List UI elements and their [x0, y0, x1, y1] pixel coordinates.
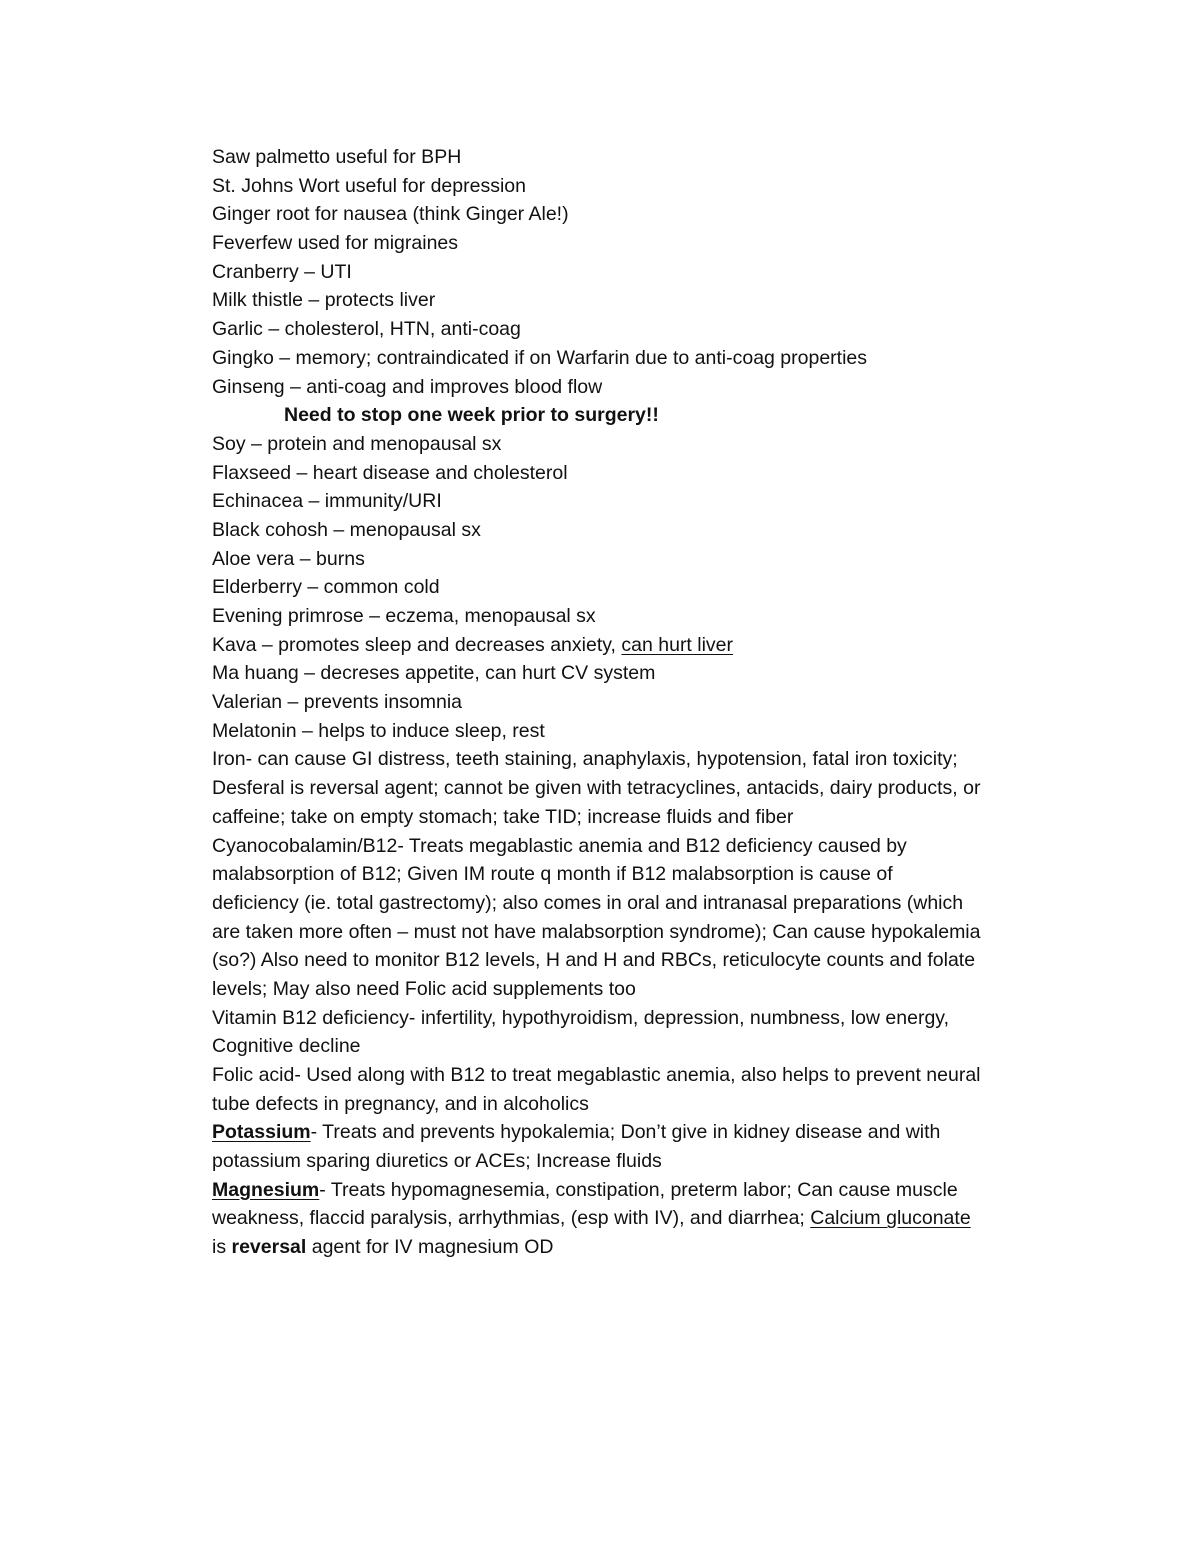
reversal-line — [212, 1233, 1082, 1262]
note-line: Aloe vera – burns — [212, 547, 365, 570]
reversal-text: agent for IV magnesium OD — [306, 1236, 554, 1259]
reversal-word: reversal — [231, 1236, 307, 1259]
note-line: tube defects in pregnancy, and in alcoholics — [212, 1092, 589, 1115]
magnesium-effects-line — [212, 1204, 1082, 1233]
note-line: are taken more often – must not have malabsorption syndrome); Can cause hypokalemia — [212, 920, 981, 943]
note-line: St. Johns Wort useful for depression — [212, 174, 526, 197]
note-line: Saw palmetto useful for BPH — [212, 146, 462, 168]
note-line: Gingko – memory; contraindicated if on Warfarin due to anti-coag properties — [212, 346, 868, 369]
note-line: Ginseng – anti-coag and improves blood flow — [212, 375, 603, 398]
potassium-text: - Treats and prevents hypokalemia; Don’t give in kidney disease and with — [310, 1121, 941, 1144]
kava-text: Kava – promotes sleep and decreases anxiety, — [212, 633, 622, 656]
note-line: Melatonin – helps to induce sleep, rest — [212, 719, 545, 742]
note-line: potassium sparing diuretics or ACEs; Increase fluids — [212, 1150, 662, 1173]
note-line: deficiency (ie. total gastrectomy); also comes in oral and intranasal preparations (which — [212, 891, 964, 914]
note-line: Milk thistle – protects liver — [212, 289, 436, 312]
note-line: Valerian – prevents insomnia — [212, 691, 463, 714]
note-line: Ginger root for nausea (think Ginger Ale!) — [212, 203, 569, 226]
note-line: (so?) Also need to monitor B12 levels, H and H and RBCs, reticulocyte counts and folate — [212, 949, 976, 972]
potassium-line — [212, 1118, 1082, 1147]
magnesium-heading: Magnesium — [212, 1178, 320, 1201]
note-line: Evening primrose – eczema, menopausal sx — [212, 605, 596, 627]
note-line: Iron- can cause GI distress, teeth staining, anaphylaxis, hypotension, fatal iron toxicity; — [212, 748, 958, 771]
magnesium-line — [212, 1176, 1082, 1205]
note-line: Cyanocobalamin/B12- Treats megablastic anemia and B12 deficiency caused by — [212, 834, 907, 857]
note-line: Cranberry – UTI — [212, 260, 352, 283]
note-line: Cognitive decline — [212, 1035, 361, 1058]
note-line: Ma huang – decreses appetite, can hurt CV system — [212, 662, 656, 685]
potassium-heading: Potassium — [212, 1121, 311, 1144]
note-line: Vitamin B12 deficiency- infertility, hypothyroidism, depression, numbness, low energy, — [212, 1006, 950, 1029]
note-line: malabsorption of B12; Given IM route q month if B12 malabsorption is cause of — [212, 863, 893, 886]
kava-line — [212, 631, 1082, 660]
note-line: Feverfew used for migraines — [212, 232, 459, 255]
note-line: Desferal is reversal agent; cannot be given with tetracyclines, antacids, dairy products, or — [212, 777, 981, 800]
reversal-is: is — [212, 1236, 232, 1259]
surgery-warning: Need to stop one week prior to surgery!! — [284, 404, 659, 427]
magnesium-effects-text: weakness, flaccid paralysis, arrhythmias, (esp with IV), and diarrhea; — [212, 1207, 811, 1230]
kava-warning: can hurt liver — [621, 633, 734, 656]
calcium-gluconate: Calcium gluconate — [810, 1207, 971, 1230]
note-line: Elderberry – common cold — [212, 576, 440, 599]
note-line: Folic acid- Used along with B12 to treat megablastic anemia, also helps to prevent neural — [212, 1064, 981, 1086]
note-line: Echinacea – immunity/URI — [212, 490, 442, 513]
note-line: caffeine; take on empty stomach; take TID; increase fluids and fiber — [212, 805, 794, 828]
magnesium-text: - Treats hypomagnesemia, constipation, preterm labor; Can cause muscle — [319, 1178, 958, 1201]
note-line: levels; May also need Folic acid supplements too — [212, 977, 636, 1000]
notes-body — [212, 143, 1082, 1262]
note-line: Black cohosh – menopausal sx — [212, 518, 481, 541]
note-line: Garlic – cholesterol, HTN, anti-coag — [212, 318, 521, 341]
note-line: Soy – protein and menopausal sx — [212, 432, 502, 455]
note-line: Flaxseed – heart disease and cholesterol — [212, 461, 568, 484]
